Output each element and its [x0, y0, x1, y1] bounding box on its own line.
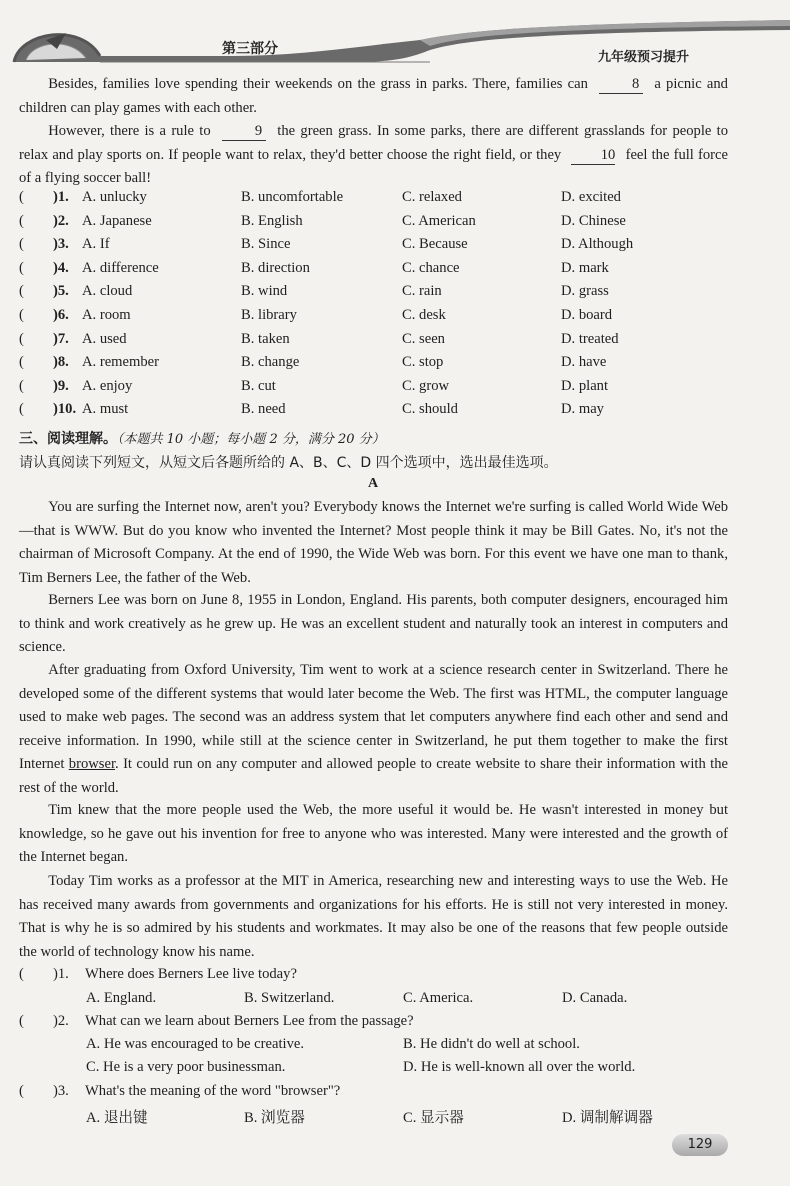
cloze-blank-8: 8	[599, 75, 643, 94]
answer-paren[interactable]: (	[19, 189, 24, 205]
option-b: B. Switzerland.	[244, 990, 335, 1006]
cloze-options-list	[19, 189, 739, 425]
option-a: A. He was encouraged to be creative.	[86, 1036, 304, 1052]
answer-paren[interactable]: (	[19, 330, 24, 347]
cloze-option-row: ( )8. A. remember B. change C. stop D. have	[19, 354, 607, 371]
page-number: 129	[672, 1134, 728, 1156]
passage-paragraph: After graduating from Oxford University, Tim went to work at a science research center in Switzerland. There he developed some of the different systems that would later become the Web. The first was HTML, the computer language used to make web pages. The second was an address system that let computers anywhere find each other and send and receive information. In 1990, while still at the science center in Switzerland, he put them together to make the first Internet browser. It could run on any computer and allowed people to create website to share their information with the rest of the world.	[19, 662, 728, 796]
option-d: D. He is well-known all over the world.	[403, 1059, 636, 1075]
answer-paren[interactable]: (	[19, 354, 24, 371]
passage-paragraph: Today Tim works as a professor at the MIT in America, researching new and interesting ways to use the Web. He has received many awards from governments and organizations for his efforts. He is still not very interested in money. That is why he is so admired by his students and workmates. It may also be one of the reasons that few people outside the world of technology know his name.	[19, 873, 728, 960]
passage-paragraph: Tim knew that the more people used the Web, the more useful it would be. He wasn't interested in money but knowledge, so he gave out his invention for free to anyone who was interested. Many were interested and the growth of the Internet began.	[19, 802, 728, 865]
section-instruction: 请认真阅读下列短文，从短文后各题所给的 A、B、C、D 四个选项中，选出最佳选项。	[19, 455, 558, 471]
option-b: B. 浏览器	[244, 1110, 305, 1126]
section-heading: 三、阅读理解。（本题共 10 小题；每小题 2 分，满分 20 分）	[19, 431, 385, 447]
option-a: A. England.	[86, 990, 157, 1006]
cloze-option-row: ( )5. A. cloud B. wind C. rain D. grass	[19, 283, 609, 300]
option-d: D. Canada.	[562, 990, 628, 1006]
cloze-option-row: ( )1. A. unlucky B. uncomfortable C. relaxed D. excited	[19, 189, 621, 205]
question-text: What can we learn about Berners Lee from the passage?	[85, 1013, 414, 1029]
answer-paren[interactable]: (	[19, 1083, 24, 1099]
passage-label: A	[368, 476, 379, 491]
cloze-option-row: ( )4. A. difference B. direction C. chance D. mark	[19, 259, 609, 276]
passage-paragraph: Berners Lee was born on June 8, 1955 in London, England. His parents, both computer designers, encouraged him to think and work creatively as he grew up. He was an excellent student and naturally took an interest in computers and science.	[19, 592, 728, 655]
page-header	[0, 0, 790, 70]
answer-paren[interactable]: (	[19, 306, 24, 323]
option-b: B. He didn't do well at school.	[403, 1036, 580, 1052]
cloze-paragraph-2: However, there is a rule to 9 the green grass. In some parks, there are different grasslands for people to relax and play sports on. If people want to relax, they'd better choose the right field, or they 10 feel the full force of a flying soccer ball!	[19, 123, 728, 186]
option-a: A. 退出键	[86, 1110, 148, 1126]
cloze-option-row: ( )2. A. Japanese B. English C. American D. Chinese	[19, 212, 626, 229]
option-c: C. America.	[403, 990, 474, 1006]
cloze-blank-9: 9	[222, 122, 266, 141]
header-grade-label: 九年级预习提升	[598, 50, 690, 65]
option-c: C. 显示器	[403, 1110, 464, 1126]
option-c: C. He is a very poor businessman.	[86, 1059, 286, 1075]
answer-paren[interactable]: (	[19, 1013, 24, 1029]
answer-paren[interactable]: (	[19, 212, 24, 229]
underlined-word: browser	[68, 756, 116, 772]
cloze-option-row: ( )10. A. must B. need C. should D. may	[19, 401, 604, 418]
header-part-label: 第三部分	[222, 41, 278, 57]
section-note: （本题共 10 小题；每小题 2 分，满分 20 分）	[117, 432, 385, 447]
cloze-option-row: ( )3. A. If B. Since C. Because D. Although	[19, 236, 634, 253]
cloze-paragraph-1: Besides, families love spending their weekends on the grass in parks. There, families can 8 a picnic and children can play games with each other.	[19, 76, 728, 116]
cloze-blank-10: 10	[571, 146, 615, 165]
answer-paren[interactable]: (	[19, 401, 24, 418]
answer-paren[interactable]: (	[19, 259, 24, 276]
answer-paren[interactable]: (	[19, 236, 24, 253]
passage-paragraph: You are surfing the Internet now, aren't you? Everybody knows the Internet we're surfing is called World Wide Web—that is WWW. But do you know who invented the Internet? Most people think it may be Bill Gates. No, it's not the chairman of Microsoft Company. At the end of 1990, the Wide Web was born. For this event we have one man to thank, Tim Berners Lee, the father of the Web.	[19, 499, 728, 586]
option-d: D. 调制解调器	[562, 1110, 653, 1126]
answer-paren[interactable]: (	[19, 283, 24, 300]
cloze-option-row: ( )6. A. room B. library C. desk D. board	[19, 306, 613, 323]
question-text: What's the meaning of the word "browser"?	[85, 1083, 341, 1099]
answer-paren[interactable]: (	[19, 377, 24, 394]
answer-paren[interactable]: (	[19, 966, 24, 982]
cloze-option-row: ( )9. A. enjoy B. cut C. grow D. plant	[19, 377, 609, 394]
cloze-option-row: ( )7. A. used B. taken C. seen D. treated	[19, 330, 619, 347]
question-text: Where does Berners Lee live today?	[85, 966, 297, 982]
